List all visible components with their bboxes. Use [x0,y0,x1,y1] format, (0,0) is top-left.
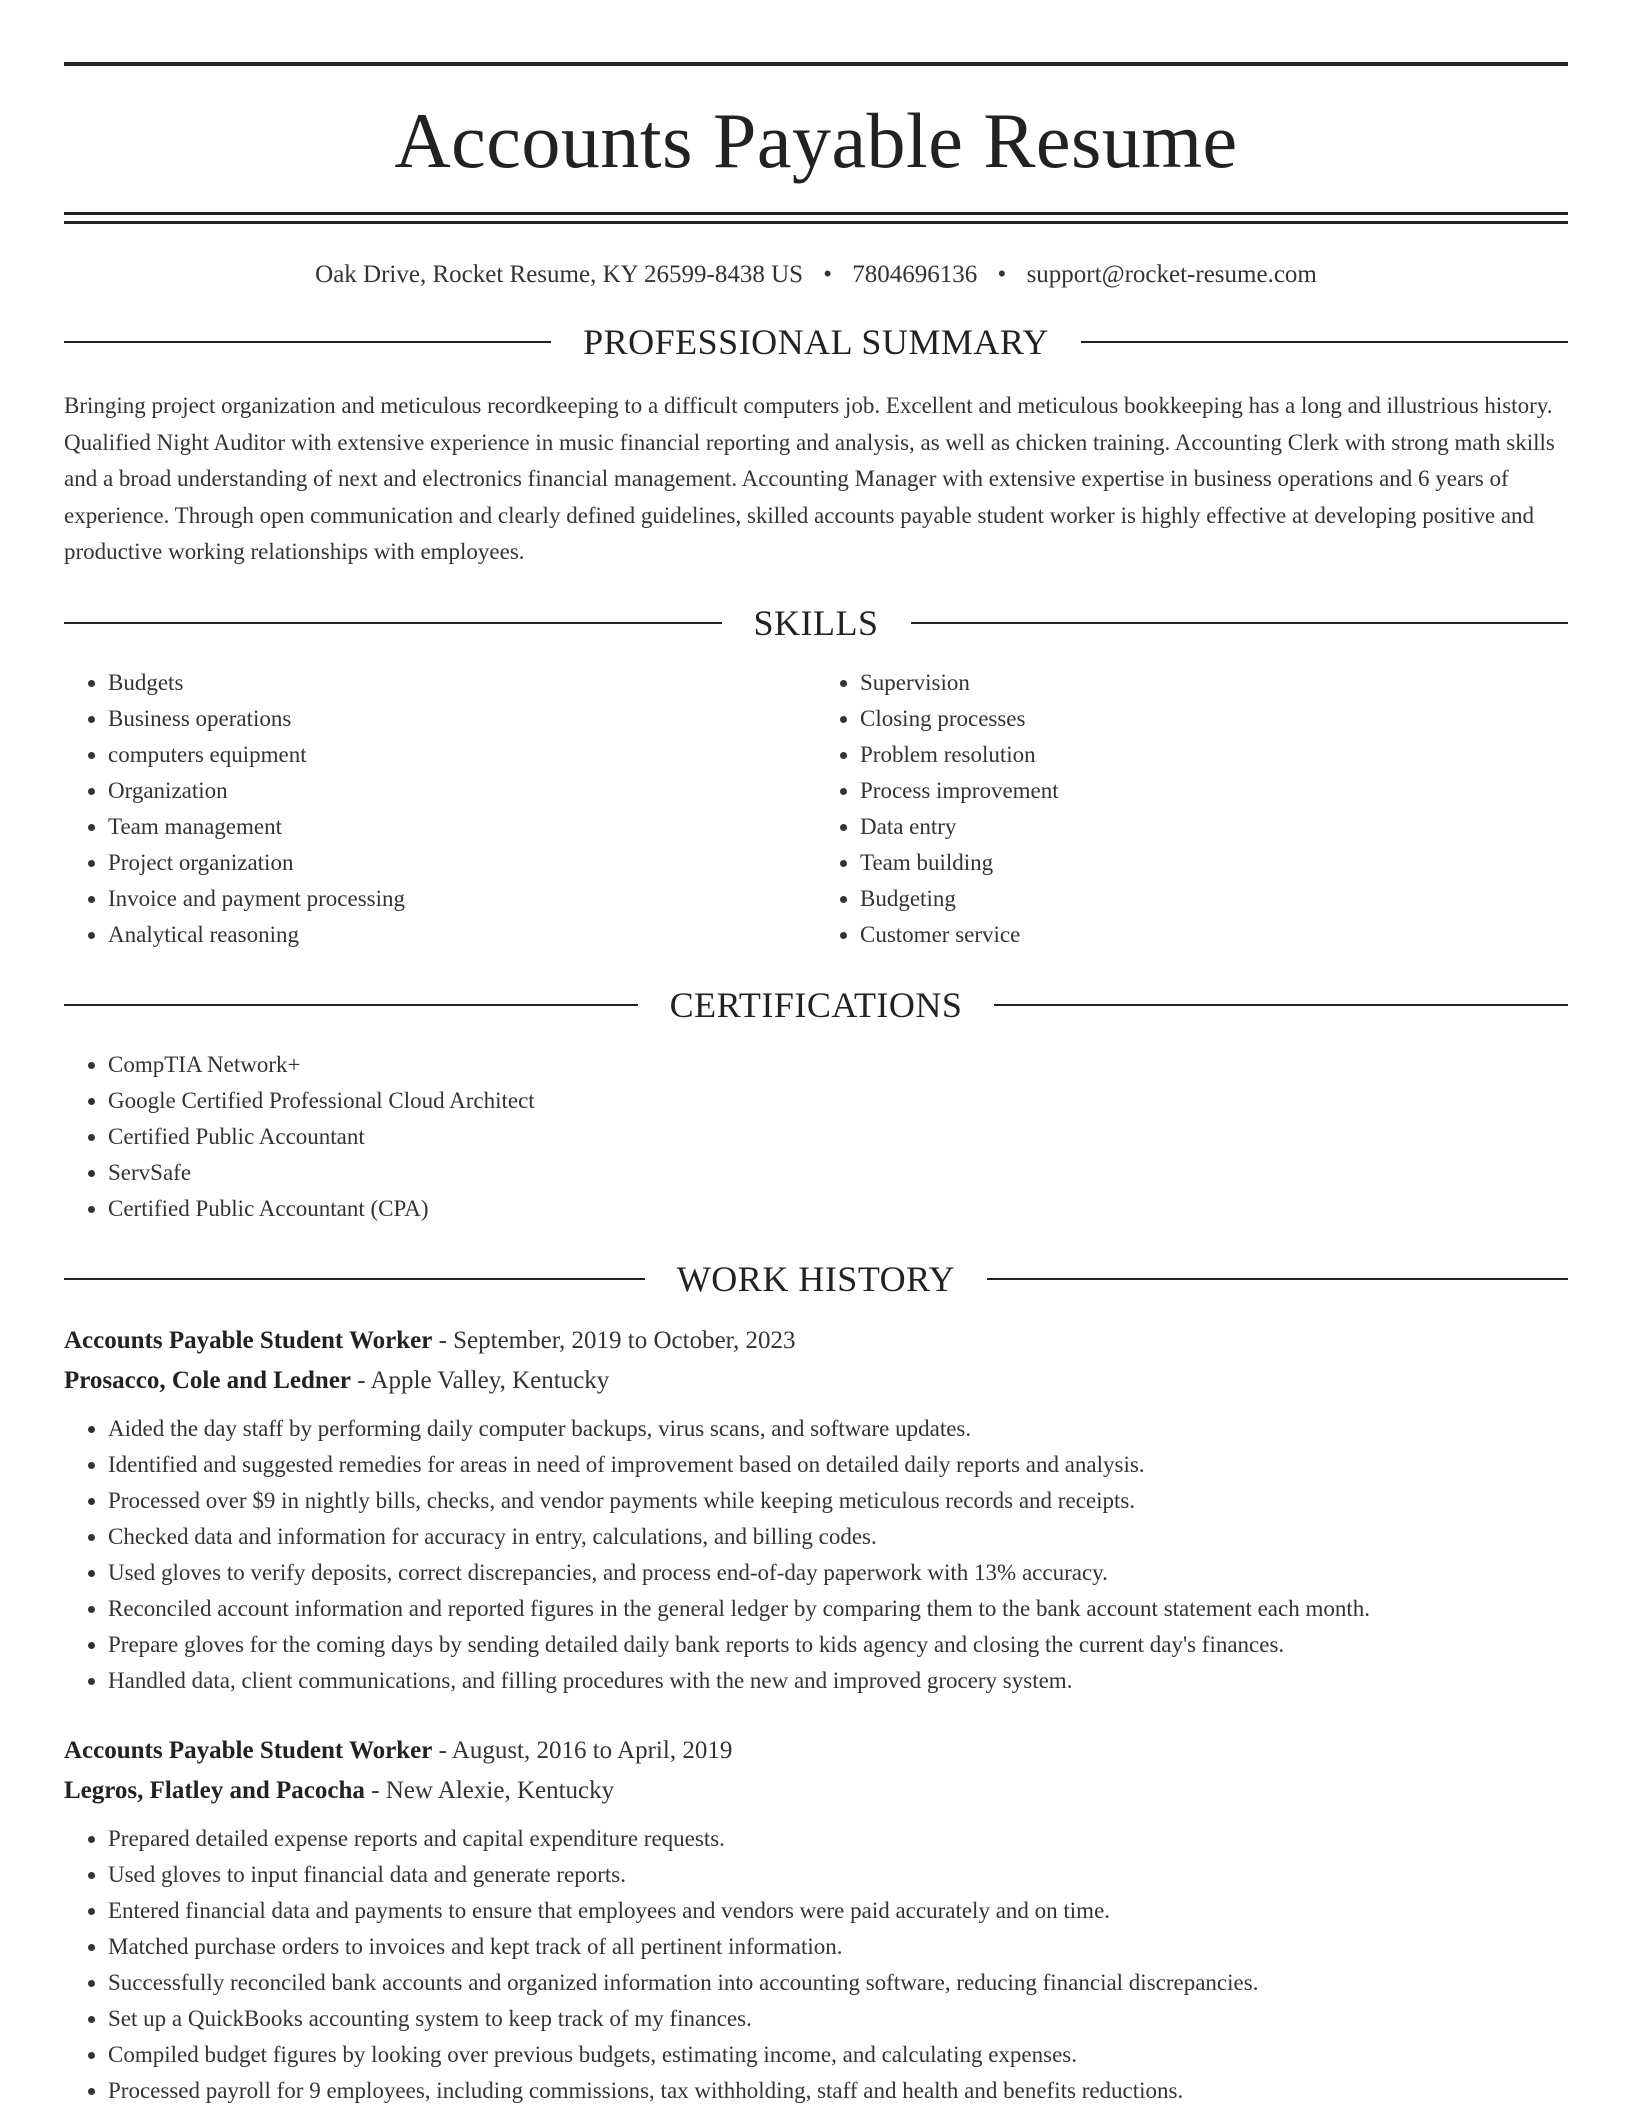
job-company-line [64,1361,1568,1401]
section-heading-skills [64,602,1568,643]
job-company-line [64,1771,1568,1811]
job-bullet: • Aided the day staff by performing daily computer backups, virus scans, and software updates. [108,1411,1568,1447]
job-bullet: • Reconciled account information and reported figures in the general ledger by comparing them to the bank account statement each month. [108,1591,1568,1627]
skill-item: • Supervision [860,665,1568,701]
job-title: Accounts Payable Student Worker [64,1326,433,1354]
job-company: Legros, Flatley and Pacocha [64,1776,365,1804]
skill-item: • Closing processes [860,701,1568,737]
job-dates: - September, 2019 to October, 2023 [432,1326,796,1354]
contact-separator: • [997,261,1007,288]
section-heading-certifications [64,984,1568,1025]
heading-rule [1081,341,1568,343]
job-location: - Apple Valley, Kentucky [351,1366,610,1394]
contact-email: support@rocket-resume.com [1026,261,1317,288]
heading-rule [64,1278,645,1280]
job-bullet: • Set up a QuickBooks accounting system to keep track of my finances. [108,2001,1568,2037]
skill-item: • Customer service [860,917,1568,953]
page-title: Accounts Payable Resume [394,97,1238,184]
skill-item: • Organization [108,773,816,809]
heading-rule [987,1278,1568,1280]
job-bullets [64,1411,1568,1699]
skills-column-left [64,665,816,953]
job-entry [64,1731,1568,2109]
job-bullet: • Successfully reconciled bank accounts and organized information into accounting software, reducing financial discrepancies. [108,1965,1568,2001]
job-dates: - August, 2016 to April, 2019 [432,1736,733,1764]
title-double-rule [64,212,1568,224]
skill-item: • Team management [108,809,816,845]
skill-item: • Problem resolution [860,737,1568,773]
job-bullet: • Processed payroll for 9 employees, including commissions, tax withholding, staff and health and benefits reductions. [108,2073,1568,2109]
heading-rule [994,1004,1568,1006]
certification-item: • ServSafe [108,1155,1568,1191]
contact-phone: 7804696136 [852,261,978,288]
heading-rule [64,341,551,343]
section-heading-summary [64,324,1568,360]
job-bullet: • Used gloves to verify deposits, correct discrepancies, and process end-of-day paperwork with 13% accuracy. [108,1555,1568,1591]
skills-list [64,665,1568,953]
certifications-list [64,1047,1568,1227]
job-title-line [64,1731,1568,1771]
contact-address: Oak Drive, Rocket Resume, KY 26599-8438 US [315,261,804,288]
skill-item: • Invoice and payment processing [108,881,816,917]
section-heading-work [64,1258,1568,1299]
job-bullet: • Identified and suggested remedies for areas in need of improvement based on detailed daily reports and analysis. [108,1447,1568,1483]
skills-column-right [816,665,1568,953]
contact-line [64,260,1568,290]
job-entry [64,1321,1568,1699]
job-title: Accounts Payable Student Worker [64,1736,433,1764]
job-bullets [64,1821,1568,2109]
job-bullet: • Handled data, client communications, and filling procedures with the new and improved grocery system. [108,1663,1568,1699]
skill-item: • Project organization [108,845,816,881]
heading-rule [911,622,1569,624]
section-title: WORK HISTORY [676,1258,956,1299]
skill-item: • computers equipment [108,737,816,773]
skill-item: • Budgets [108,665,816,701]
skill-item: • Process improvement [860,773,1568,809]
job-bullet: • Prepared detailed expense reports and capital expenditure requests. [108,1821,1568,1857]
certification-item: • CompTIA Network+ [108,1047,1568,1083]
top-rule [64,62,1568,66]
section-title: SKILLS [753,602,879,643]
certification-item: • Certified Public Accountant [108,1119,1568,1155]
job-bullet: • Matched purchase orders to invoices and kept track of all pertinent information. [108,1929,1568,1965]
skill-item: • Analytical reasoning [108,917,816,953]
job-location: - New Alexie, Kentucky [364,1776,615,1804]
section-title: CERTIFICATIONS [669,984,963,1025]
skill-item: • Data entry [860,809,1568,845]
skill-item: • Business operations [108,701,816,737]
skill-item: • Team building [860,845,1568,881]
job-company: Prosacco, Cole and Ledner [64,1366,352,1394]
certification-item: • Certified Public Accountant (CPA) [108,1191,1568,1227]
heading-rule [64,1004,638,1006]
heading-rule [64,622,722,624]
job-bullet: • Checked data and information for accuracy in entry, calculations, and billing codes. [108,1519,1568,1555]
job-bullet: • Prepare gloves for the coming days by sending detailed daily bank reports to kids agency and closing the current day's finances. [108,1627,1568,1663]
skill-item: • Budgeting [860,881,1568,917]
certification-item: • Google Certified Professional Cloud Architect [108,1083,1568,1119]
job-title-line [64,1321,1568,1361]
job-bullet: • Entered financial data and payments to ensure that employees and vendors were paid accurately and on time. [108,1893,1568,1929]
job-bullet: • Processed over $9 in nightly bills, checks, and vendor payments while keeping meticulous records and receipts. [108,1483,1568,1519]
job-bullet: • Used gloves to input financial data and generate reports. [108,1857,1568,1893]
section-title: PROFESSIONAL SUMMARY [583,322,1049,362]
job-bullet: • Compiled budget figures by looking over previous budgets, estimating income, and calculating expenses. [108,2037,1568,2073]
contact-separator: • [823,261,833,288]
summary-text: Bringing project organization and meticulous recordkeeping to a difficult computers job. Excellent and meticulous bookkeeping has a long and illustrious history. Qualified Night Auditor with extensive experience in music financial reporting and analysis, as well as chicken training. Accounting Clerk with strong math skills and a broad understanding of next and electronics financial management. Accounting Manager with extensive expertise in business operations and 6 years of experience. Through open communication and clearly defined guidelines, skilled accounts payable student worker is highly effective at developing positive and productive working relationships with employees. [64,393,1555,564]
